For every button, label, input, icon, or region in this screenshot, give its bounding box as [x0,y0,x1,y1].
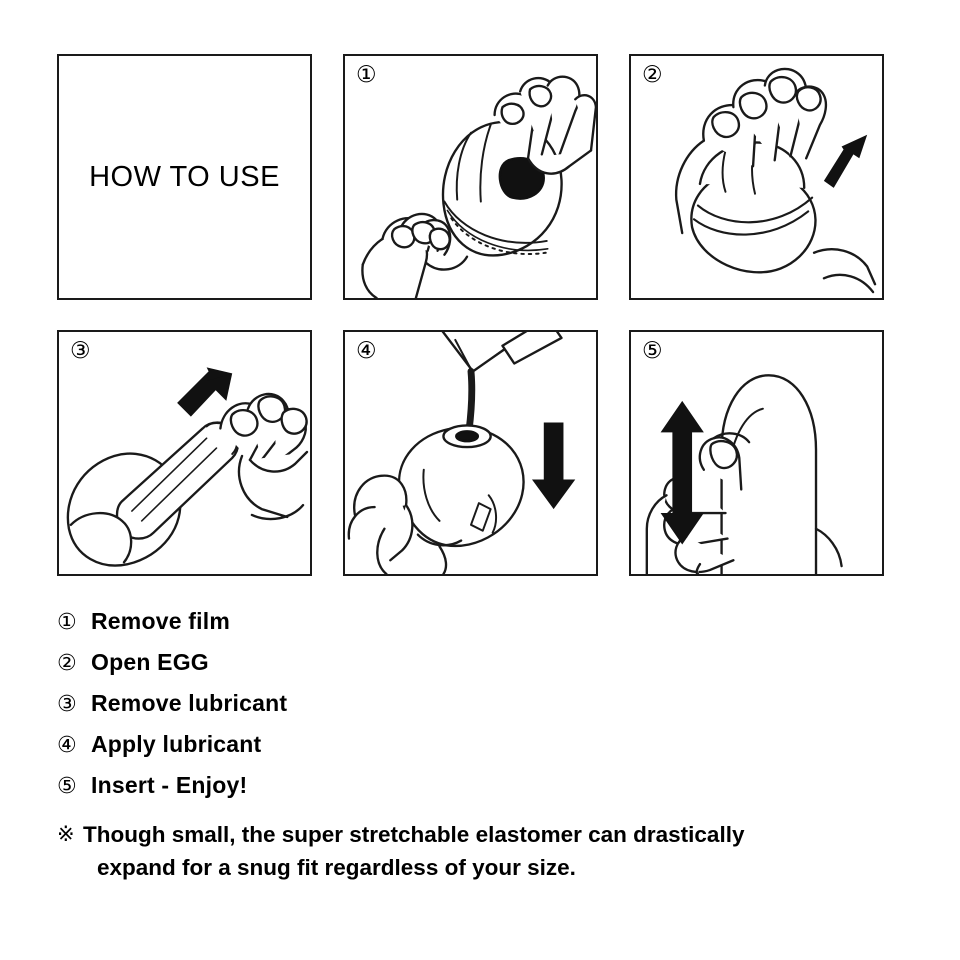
title-panel [57,54,312,300]
step-1-panel [343,54,598,300]
step-5-illustration [631,332,882,574]
panel-grid [57,54,885,576]
step-2-number: ② [642,62,663,88]
footnote [57,819,917,884]
legend-item [57,608,917,635]
legend-marker: ⑤ [57,774,77,799]
arrow-up-icon [824,135,867,188]
legend-text: Apply lubricant [91,731,262,757]
legend-marker: ② [57,651,77,676]
step-5-number: ⑤ [642,338,663,364]
step-4-illustration [345,332,596,574]
legend-text: Insert - Enjoy! [91,772,248,798]
legend-item [57,731,917,758]
footnote-text [83,819,744,884]
footnote-line-1: Though small, the super stretchable elastomer can drastically [83,822,745,847]
legend-text: Remove lubricant [91,690,288,716]
legend [57,608,917,884]
legend-marker: ① [57,610,77,635]
legend-text: Remove film [91,608,230,634]
page-title: HOW TO USE [89,160,280,193]
legend-marker: ④ [57,733,77,758]
arrow-up-right-icon [177,367,232,416]
step-4-number: ④ [356,338,377,364]
step-5-panel [629,330,884,576]
step-3-panel [57,330,312,576]
step-1-number: ① [356,62,377,88]
step-3-illustration [59,332,310,574]
legend-item [57,772,917,799]
step-1-illustration [345,56,596,298]
step-3-number: ③ [70,338,91,364]
legend-marker: ③ [57,692,77,717]
arrow-down-icon [532,423,575,510]
legend-text: Open EGG [91,649,209,675]
step-4-panel [343,330,598,576]
step-2-panel [629,54,884,300]
footnote-marker: ※ [57,822,75,846]
footnote-line-2: expand for a snug fit regardless of your size. [97,854,576,880]
legend-item [57,690,917,717]
step-2-illustration [631,56,882,298]
legend-item [57,649,917,676]
